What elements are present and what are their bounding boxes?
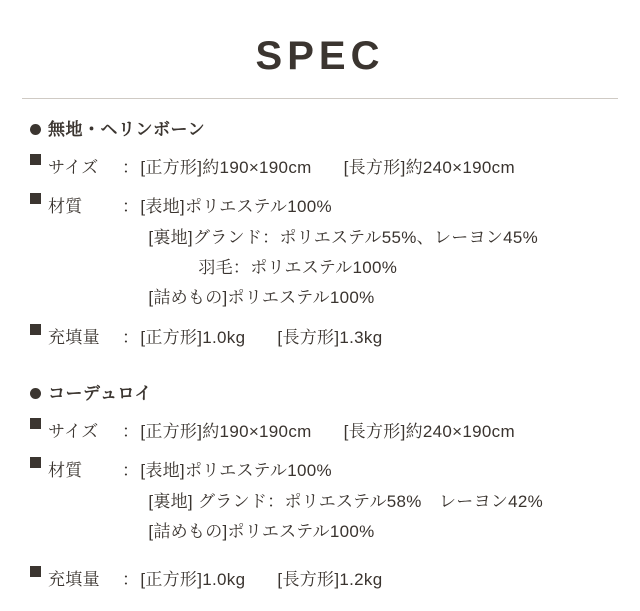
spec-colon: ： xyxy=(122,197,140,217)
spec-row-value xyxy=(140,153,614,183)
spec-row-value xyxy=(140,192,614,313)
row-spacer xyxy=(30,551,614,565)
square-bullet-icon xyxy=(30,324,41,335)
spec-row-label xyxy=(30,456,140,486)
section-heading-1-text: 無地・ヘリンボーン xyxy=(48,120,206,139)
section-heading-2 xyxy=(30,381,614,407)
spec-value-part-1: [正方形]1.0kg xyxy=(140,570,246,589)
spec-value-part-1: [正方形]約190×190cm xyxy=(140,421,312,441)
spec-content xyxy=(0,99,640,595)
square-bullet-icon xyxy=(30,154,41,165)
spec-row-label xyxy=(30,565,140,595)
spec-value-line-1: [表地]ポリエステル100% xyxy=(140,197,332,217)
spec-row-material-2 xyxy=(30,456,614,547)
spec-colon: ： xyxy=(122,421,140,441)
spec-value-line-2: [裏地] グランド：ポリエステル58% レーヨン42% xyxy=(148,491,544,511)
section-heading-1 xyxy=(30,117,614,143)
spec-label-text: 材質 xyxy=(48,461,83,481)
spec-row-label xyxy=(30,417,140,447)
square-bullet-icon xyxy=(30,566,41,577)
spec-value-part-2: [長方形]1.3kg xyxy=(277,328,383,348)
spec-row-material-1 xyxy=(30,192,614,313)
spec-row-label xyxy=(30,192,140,222)
spec-value-part-2: [長方形]約240×190cm xyxy=(343,157,515,177)
spec-section-2 xyxy=(30,381,614,595)
spec-colon: ： xyxy=(122,570,140,589)
spec-value-line-3: 羽毛：ポリエステル100% xyxy=(198,257,398,277)
section-heading-2-text: コーデュロイ xyxy=(48,384,152,403)
spec-section-1 xyxy=(30,117,614,353)
spec-value-part-1: [正方形]約190×190cm xyxy=(140,157,312,177)
spec-colon: ： xyxy=(122,328,140,348)
circle-bullet-icon xyxy=(30,124,41,135)
square-bullet-icon xyxy=(30,418,41,429)
spec-row-size-2 xyxy=(30,417,614,447)
page-title: SPEC xyxy=(255,34,385,78)
spec-label-text: サイズ xyxy=(48,157,99,177)
spec-value-part-2: [長方形]1.2kg xyxy=(277,570,383,589)
spec-colon: ： xyxy=(122,461,140,481)
spec-row-size-1 xyxy=(30,153,614,183)
circle-bullet-icon xyxy=(30,388,41,399)
spec-row-label xyxy=(30,153,140,183)
spec-row-fill-2 xyxy=(30,565,614,595)
spec-row-value xyxy=(140,323,614,353)
spec-row-value xyxy=(140,417,614,447)
spec-value-line-3: [詰めもの]ポリエステル100% xyxy=(148,521,375,541)
spec-value-part-1: [正方形]1.0kg xyxy=(140,328,246,348)
spec-value-line-4: [詰めもの]ポリエステル100% xyxy=(148,288,375,307)
spec-value-part-2: [長方形]約240×190cm xyxy=(343,421,515,441)
spec-label-text: 充填量 xyxy=(48,328,100,348)
square-bullet-icon xyxy=(30,457,41,468)
spec-colon: ： xyxy=(122,157,140,177)
spec-label-text: 材質 xyxy=(48,197,83,217)
spec-value-line-1: [表地]ポリエステル100% xyxy=(140,461,332,481)
spec-row-fill-1 xyxy=(30,323,614,353)
spec-label-text: 充填量 xyxy=(48,570,100,589)
spec-row-value xyxy=(140,456,614,547)
square-bullet-icon xyxy=(30,193,41,204)
spec-value-line-2: [裏地]グランド：ポリエステル55%、レーヨン45% xyxy=(148,227,539,247)
spec-label-text: サイズ xyxy=(48,421,99,441)
spec-row-value xyxy=(140,565,614,595)
spec-row-label xyxy=(30,323,140,353)
